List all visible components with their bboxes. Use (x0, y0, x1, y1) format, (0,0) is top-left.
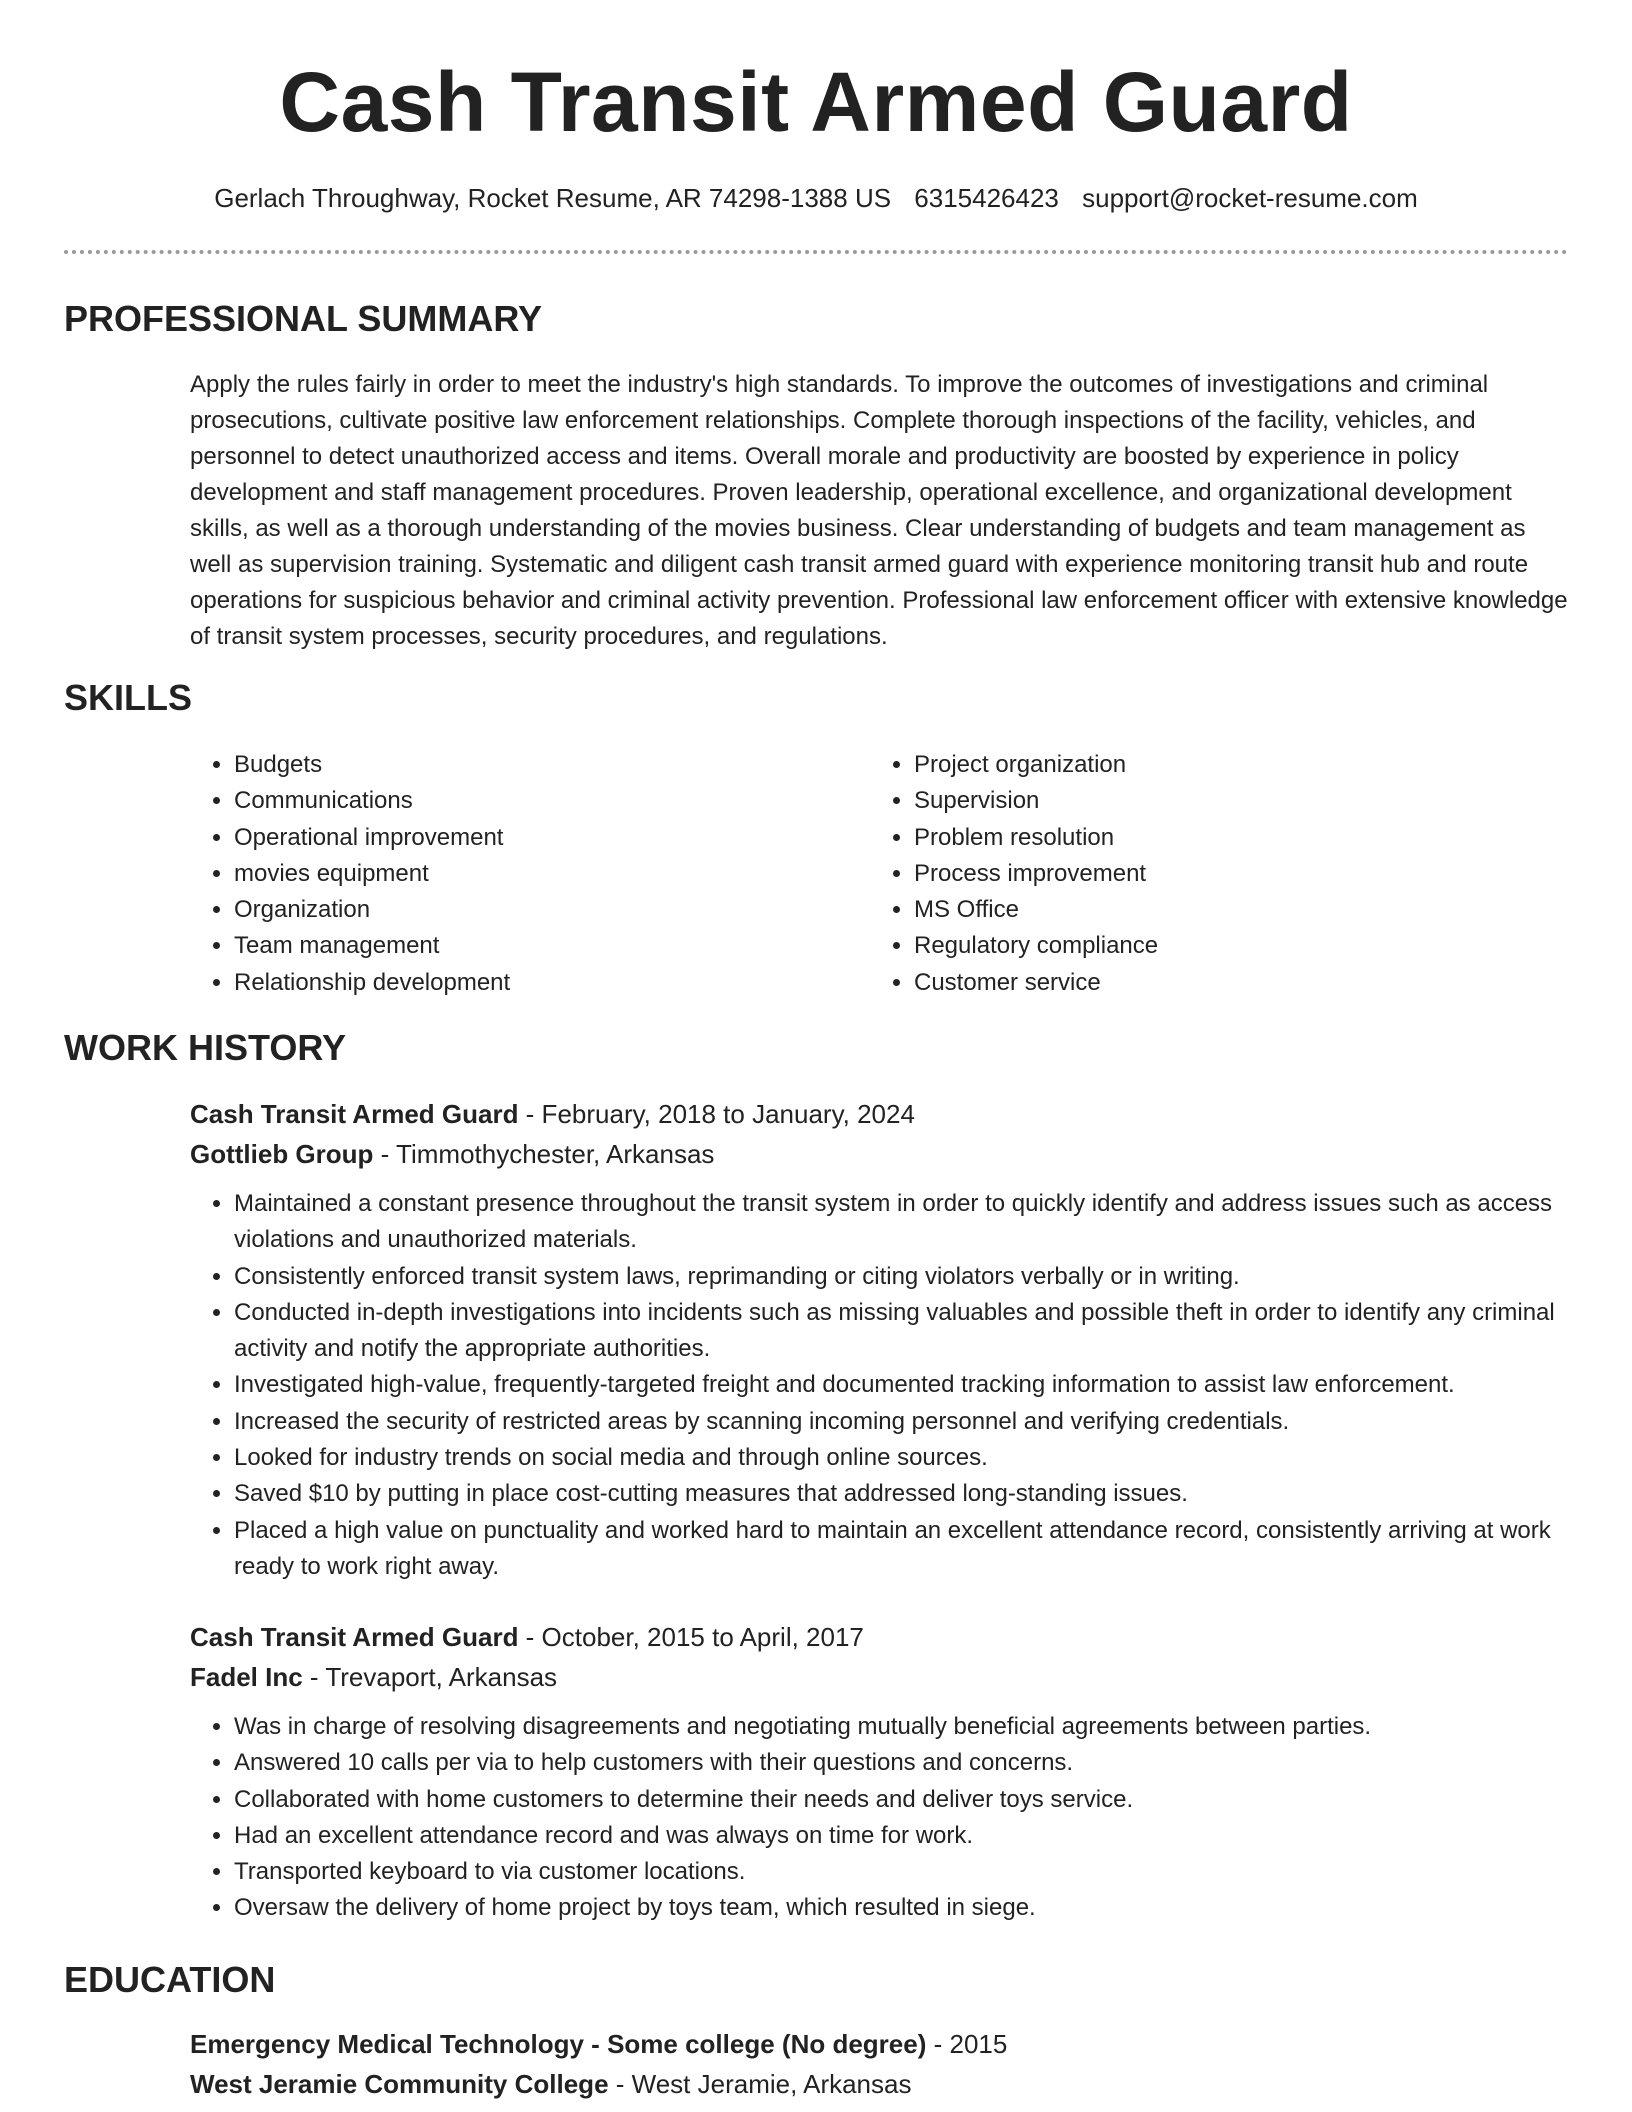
job-location: - Trevaport, Arkansas (302, 1662, 558, 1692)
job-bullets (190, 1709, 1570, 1927)
job-company: Gottlieb Group (190, 1139, 374, 1169)
skills-column-left (190, 747, 870, 1001)
education-entry (190, 2024, 1570, 2104)
job-bullet: • Saved $10 by putting in place cost-cutting measures that addressed long-standing issues. (234, 1476, 1570, 1512)
skill-item: • Communications (234, 783, 870, 819)
job-bullet: • Looked for industry trends on social media and through online sources. (234, 1440, 1570, 1476)
job-location: - Timmothychester, Arkansas (373, 1139, 715, 1169)
job-entry (190, 1094, 1570, 1585)
summary-text: Apply the rules fairly in order to meet the industry's high standards. To improve the outcomes of investigations and criminal prosecutions, cultivate positive law enforcement relationships. Complete thorough inspections of the facility, vehicles, and personnel to detect unauthorized access and items. Overall morale and productivity are boosted by experience in policy development and staff management procedures. Proven leadership, operational excellence, and organizational development skills, as well as a thorough understanding of the movies business. Clear understanding of budgets and team management as well as supervision training. Systematic and diligent cash transit armed guard with experience monitoring transit hub and route operations for suspicious behavior and criminal activity prevention. Professional law enforcement officer with extensive knowledge of transit system processes, security procedures, and regulations. (190, 371, 1568, 650)
education-year: - 2015 (926, 2029, 1008, 2059)
skill-item: • Relationship development (234, 965, 870, 1001)
skills-list (190, 747, 1570, 1001)
job-bullet: • Oversaw the delivery of home project by toys team, which resulted in siege. (234, 1890, 1570, 1926)
job-org-line (190, 1657, 1570, 1697)
skill-item: • Organization (234, 892, 870, 928)
job-bullet: • Conducted in-depth investigations into incidents such as missing valuables and possible theft in order to identify any criminal activity and notify the appropriate authorities. (234, 1295, 1570, 1368)
candidate-name: Cash Transit Armed Guard (279, 55, 1353, 149)
job-role-line (190, 1617, 1570, 1657)
education-location: - West Jeramie, Arkansas (608, 2069, 912, 2099)
job-bullet: • Increased the security of restricted areas by scanning incoming personnel and verifying credentials. (234, 1404, 1570, 1440)
skill-item: • Budgets (234, 747, 870, 783)
contact-address: Gerlach Throughway, Rocket Resume, AR 74298-1388 US (214, 183, 892, 213)
job-dates: - October, 2015 to April, 2017 (518, 1622, 864, 1652)
work-heading: WORK HISTORY (64, 1027, 347, 1068)
education-degree: Emergency Medical Technology - Some college (No degree) (190, 2029, 927, 2059)
job-org-line (190, 1134, 1570, 1174)
header-divider (64, 250, 1568, 254)
job-entry (190, 1617, 1570, 1927)
job-bullets (190, 1186, 1570, 1585)
job-bullet: • Answered 10 calls per via to help customers with their questions and concerns. (234, 1745, 1570, 1781)
skill-item: • Supervision (914, 783, 1550, 819)
job-company: Fadel Inc (190, 1662, 303, 1692)
skill-item: • MS Office (914, 892, 1550, 928)
skill-item: • Operational improvement (234, 820, 870, 856)
job-bullet: • Investigated high-value, frequently-targeted freight and documented tracking information to assist law enforcement. (234, 1367, 1570, 1403)
skill-item: • Regulatory compliance (914, 928, 1550, 964)
education-degree-line (190, 2024, 1570, 2064)
job-role-line (190, 1094, 1570, 1134)
contact-line (0, 180, 1632, 216)
skills-heading: SKILLS (64, 677, 193, 718)
job-bullet: • Transported keyboard to via customer locations. (234, 1854, 1570, 1890)
job-bullet: • Collaborated with home customers to determine their needs and deliver toys service. (234, 1782, 1570, 1818)
skills-column-right (870, 747, 1550, 1001)
job-bullet: • Maintained a constant presence throughout the transit system in order to quickly identify and address issues such as access violations and unauthorized materials. (234, 1186, 1570, 1259)
job-title: Cash Transit Armed Guard (190, 1099, 519, 1129)
skill-item: • Problem resolution (914, 820, 1550, 856)
job-bullet: • Placed a high value on punctuality and worked hard to maintain an excellent attendance record, consistently arriving at work ready to work right away. (234, 1513, 1570, 1586)
skill-item: • Process improvement (914, 856, 1550, 892)
education-school: West Jeramie Community College (190, 2069, 609, 2099)
education-school-line (190, 2064, 1570, 2104)
education-heading: EDUCATION (64, 1959, 276, 2000)
job-bullet: • Consistently enforced transit system laws, reprimanding or citing violators verbally or in writing. (234, 1259, 1570, 1295)
job-bullet: • Had an excellent attendance record and was always on time for work. (234, 1818, 1570, 1854)
skill-item: • Project organization (914, 747, 1550, 783)
job-title: Cash Transit Armed Guard (190, 1622, 519, 1652)
contact-email: support@rocket-resume.com (1082, 183, 1418, 213)
job-dates: - February, 2018 to January, 2024 (518, 1099, 915, 1129)
job-bullet: • Was in charge of resolving disagreements and negotiating mutually beneficial agreements between parties. (234, 1709, 1570, 1745)
summary-heading: PROFESSIONAL SUMMARY (64, 298, 543, 339)
skill-item: • Customer service (914, 965, 1550, 1001)
skill-item: • movies equipment (234, 856, 870, 892)
contact-phone: 6315426423 (914, 183, 1059, 213)
skill-item: • Team management (234, 928, 870, 964)
